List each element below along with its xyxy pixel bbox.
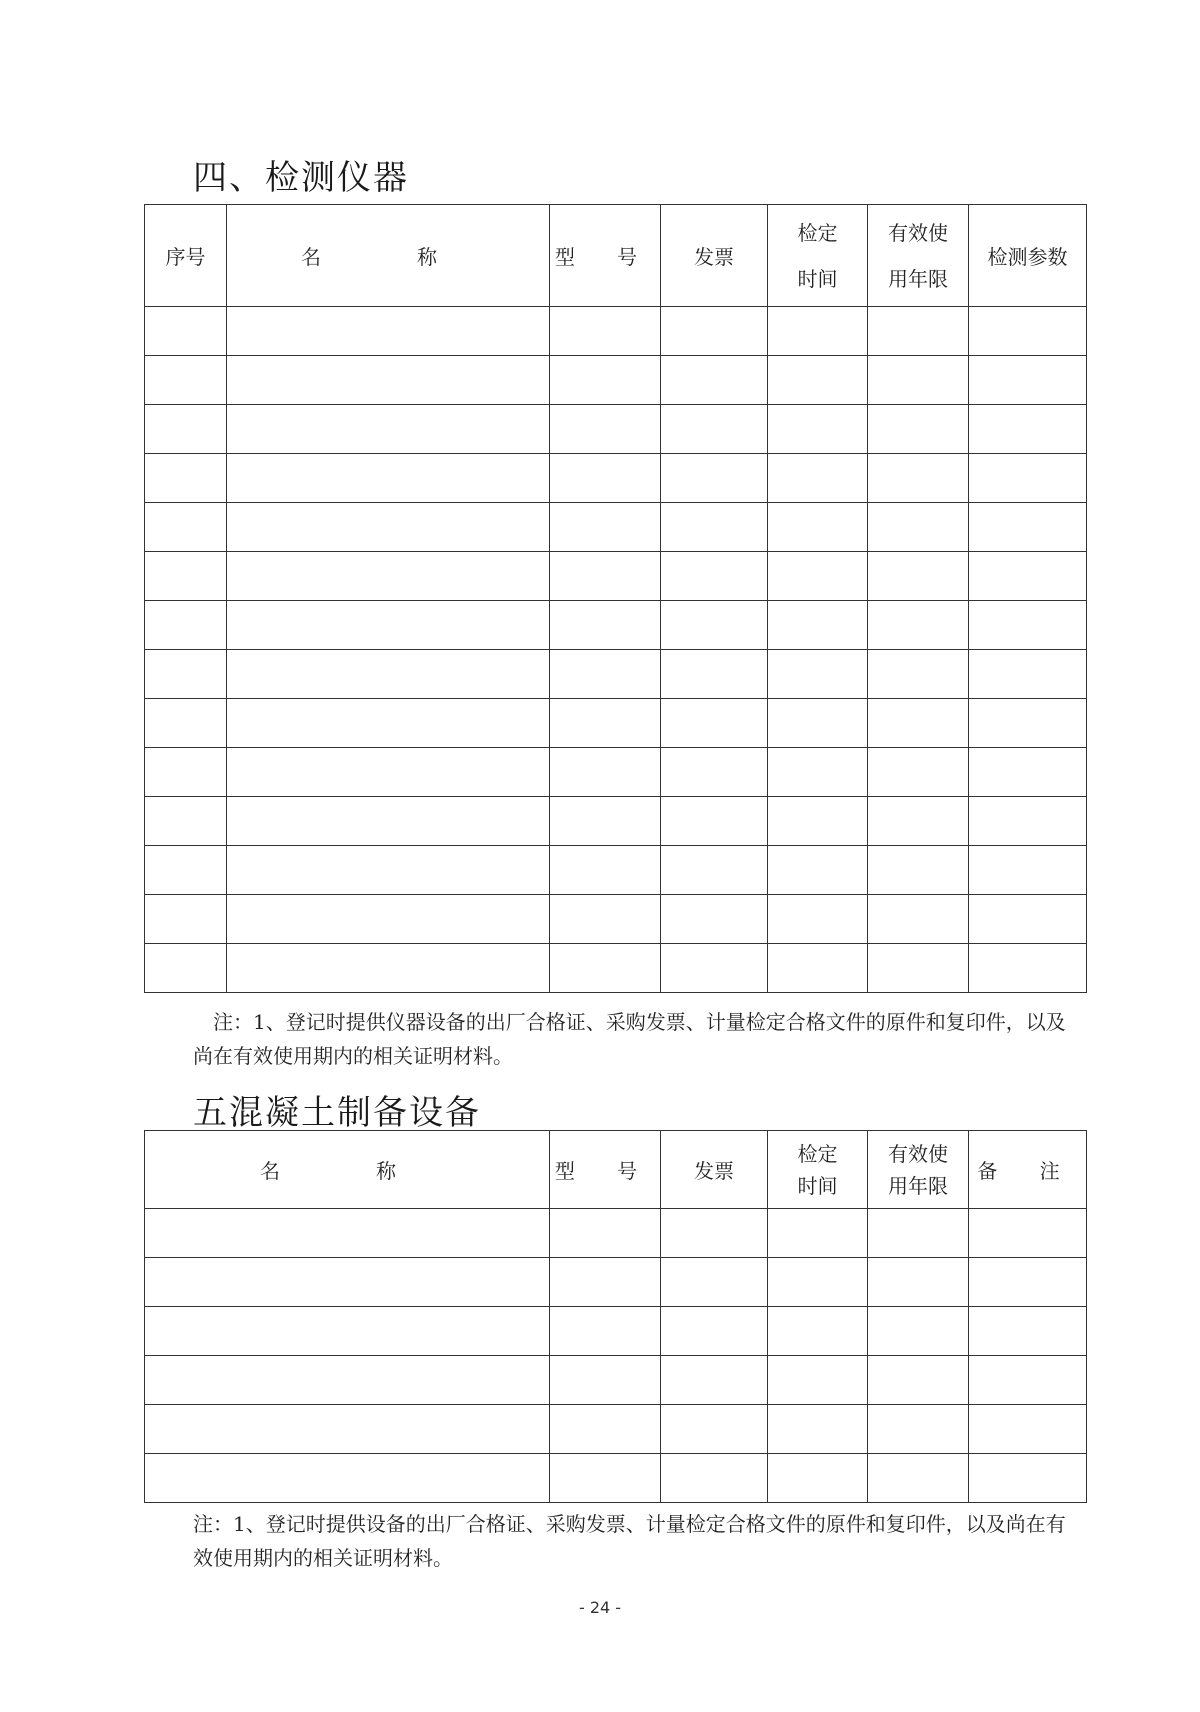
table-cell [145,699,227,748]
table-cell [868,356,969,405]
table-header-row [145,1131,1087,1209]
table-cell [969,797,1087,846]
table-cell [227,503,550,552]
table-cell [868,503,969,552]
table-row [145,503,1087,552]
table-cell [868,895,969,944]
table-cell [661,405,768,454]
table-cell [768,307,868,356]
table-cell [768,1356,868,1405]
table-cell [145,356,227,405]
table-cell [969,503,1087,552]
table-cell [768,405,868,454]
table-row [145,1454,1087,1503]
table-cell [145,846,227,895]
table-cell [768,1307,868,1356]
table-cell [661,601,768,650]
table-cell [969,1454,1087,1503]
table-row [145,846,1087,895]
table-cell [550,405,661,454]
table-cell [969,307,1087,356]
table-cell [550,454,661,503]
table-cell [969,601,1087,650]
table-cell [768,601,868,650]
header-calibration-line1: 检定 [797,1141,838,1166]
header-calibration-line2: 时间 [797,266,838,291]
table-cell [868,1258,969,1307]
table-cell [768,944,868,993]
table-cell [868,699,969,748]
table-cell [145,748,227,797]
concrete-equipment-body [145,1209,1087,1503]
table-cell [145,1356,550,1405]
table-cell [227,699,550,748]
header-name [145,1131,550,1209]
table-cell [768,699,868,748]
table-cell [768,846,868,895]
table-cell [969,1356,1087,1405]
table-cell [145,405,227,454]
table-cell [661,846,768,895]
table-cell [868,748,969,797]
table-cell [145,1307,550,1356]
table-cell [661,454,768,503]
table-row [145,699,1087,748]
table-cell [868,454,969,503]
header-model [550,1131,661,1209]
table-cell [227,944,550,993]
table-cell [661,1307,768,1356]
table-cell [227,895,550,944]
table-cell [550,650,661,699]
table-cell [768,552,868,601]
table-cell [227,552,550,601]
table-cell [768,1405,868,1454]
table-cell [550,944,661,993]
table-cell [969,650,1087,699]
table-cell [550,1258,661,1307]
table-row [145,944,1087,993]
table-row [145,650,1087,699]
table-cell [227,797,550,846]
table-cell [550,748,661,797]
table-cell [969,1258,1087,1307]
table-cell [768,503,868,552]
table-cell [868,846,969,895]
table-cell [550,699,661,748]
table-cell [768,356,868,405]
table-cell [550,1405,661,1454]
table-cell [768,1454,868,1503]
table-cell [550,1209,661,1258]
table-row [145,1209,1087,1258]
table-row [145,1307,1087,1356]
table-cell [768,454,868,503]
table-cell [661,1405,768,1454]
table-cell [227,307,550,356]
table-cell [768,797,868,846]
section-5-title: 五混凝土制备设备 [193,1093,481,1133]
concrete-equipment-table [144,1130,1087,1503]
table-cell [550,356,661,405]
header-service-life-line2: 用年限 [888,266,948,291]
table-cell [550,846,661,895]
table-row [145,601,1087,650]
table-cell [868,601,969,650]
table-cell [868,307,969,356]
table-cell [145,1454,550,1503]
table-cell [969,944,1087,993]
table-cell [661,356,768,405]
table-cell [868,1356,969,1405]
table-cell [661,1209,768,1258]
header-test-params: 检测参数 [969,205,1087,307]
table-cell [768,1258,868,1307]
section-4-note: 注：1、登记时提供仪器设备的出厂合格证、采购发票、计量检定合格文件的原件和复印件，以及尚在有效使用期内的相关证明材料。 [193,1010,1066,1068]
table-cell [145,1405,550,1454]
table-cell [661,1356,768,1405]
header-name [227,205,550,307]
table-cell [227,405,550,454]
header-model [550,205,661,307]
table-cell [969,895,1087,944]
table-cell [550,307,661,356]
table-row [145,1356,1087,1405]
table-cell [661,944,768,993]
table-cell [768,895,868,944]
testing-instruments-table [144,204,1087,993]
table-cell [868,650,969,699]
table-cell [768,1209,868,1258]
header-invoice: 发票 [661,205,768,307]
table-cell [661,748,768,797]
table-cell [969,1209,1087,1258]
table-cell [227,846,550,895]
table-cell [550,1356,661,1405]
table-cell [550,1307,661,1356]
table-cell [550,601,661,650]
table-cell [550,797,661,846]
table-row [145,454,1087,503]
table-header-row [145,205,1087,307]
page-number: - 24 - [578,1598,622,1617]
table-cell [868,1307,969,1356]
header-model-label: 型 号 [554,245,656,269]
header-service-life [868,1131,969,1209]
table-cell [145,1258,550,1307]
table-cell [969,846,1087,895]
header-model-label: 型 号 [554,1159,656,1183]
table-cell [768,748,868,797]
table-cell [868,1454,969,1503]
table-cell [868,405,969,454]
header-remark-label: 备 注 [977,1159,1078,1183]
table-cell [550,1454,661,1503]
table-cell [868,944,969,993]
table-cell [868,1405,969,1454]
table-row [145,1405,1087,1454]
table-cell [969,356,1087,405]
table-cell [145,650,227,699]
table-cell [969,405,1087,454]
table-row [145,748,1087,797]
table-cell [661,1258,768,1307]
header-service-life-line2: 用年限 [888,1173,948,1198]
table-row [145,895,1087,944]
table-cell [969,699,1087,748]
table-cell [145,454,227,503]
table-cell [661,307,768,356]
table-cell [661,552,768,601]
table-cell [969,552,1087,601]
header-remark [969,1131,1087,1209]
table-cell [661,895,768,944]
header-name-label: 名 称 [301,245,475,269]
header-calibration-line2: 时间 [797,1173,838,1198]
table-cell [661,797,768,846]
table-cell [969,1405,1087,1454]
table-cell [768,650,868,699]
table-cell [145,944,227,993]
table-cell [145,503,227,552]
header-calibration-time [768,1131,868,1209]
table-cell [145,797,227,846]
table-cell [550,503,661,552]
header-calibration-line1: 检定 [797,220,838,245]
header-name-label: 名 称 [260,1159,434,1183]
table-cell [145,601,227,650]
table-cell [227,356,550,405]
header-service-life-line1: 有效使 [888,220,948,245]
table-cell [661,1454,768,1503]
table-row [145,405,1087,454]
table-cell [227,454,550,503]
header-service-life [868,205,969,307]
table-cell [868,1209,969,1258]
table-row [145,797,1087,846]
table-cell [661,699,768,748]
header-invoice: 发票 [661,1131,768,1209]
table-cell [550,895,661,944]
table-cell [550,552,661,601]
table-cell [227,748,550,797]
table-cell [868,797,969,846]
table-cell [227,650,550,699]
table-cell [145,1209,550,1258]
table-cell [868,552,969,601]
table-cell [145,895,227,944]
table-cell [661,650,768,699]
table-row [145,356,1087,405]
table-row [145,307,1087,356]
header-seq: 序号 [145,205,227,307]
table-cell [969,1307,1087,1356]
table-cell [145,552,227,601]
table-cell [661,503,768,552]
header-calibration-time [768,205,868,307]
header-service-life-line1: 有效使 [888,1141,948,1166]
table-row [145,1258,1087,1307]
testing-instruments-body [145,307,1087,993]
section-4-title: 四、检测仪器 [193,158,409,198]
table-cell [969,748,1087,797]
table-cell [969,454,1087,503]
table-cell [145,307,227,356]
table-cell [227,601,550,650]
table-row [145,552,1087,601]
section-5-note: 注：1、登记时提供设备的出厂合格证、采购发票、计量检定合格文件的原件和复印件，以及尚在有效使用期内的相关证明材料。 [193,1512,1066,1570]
